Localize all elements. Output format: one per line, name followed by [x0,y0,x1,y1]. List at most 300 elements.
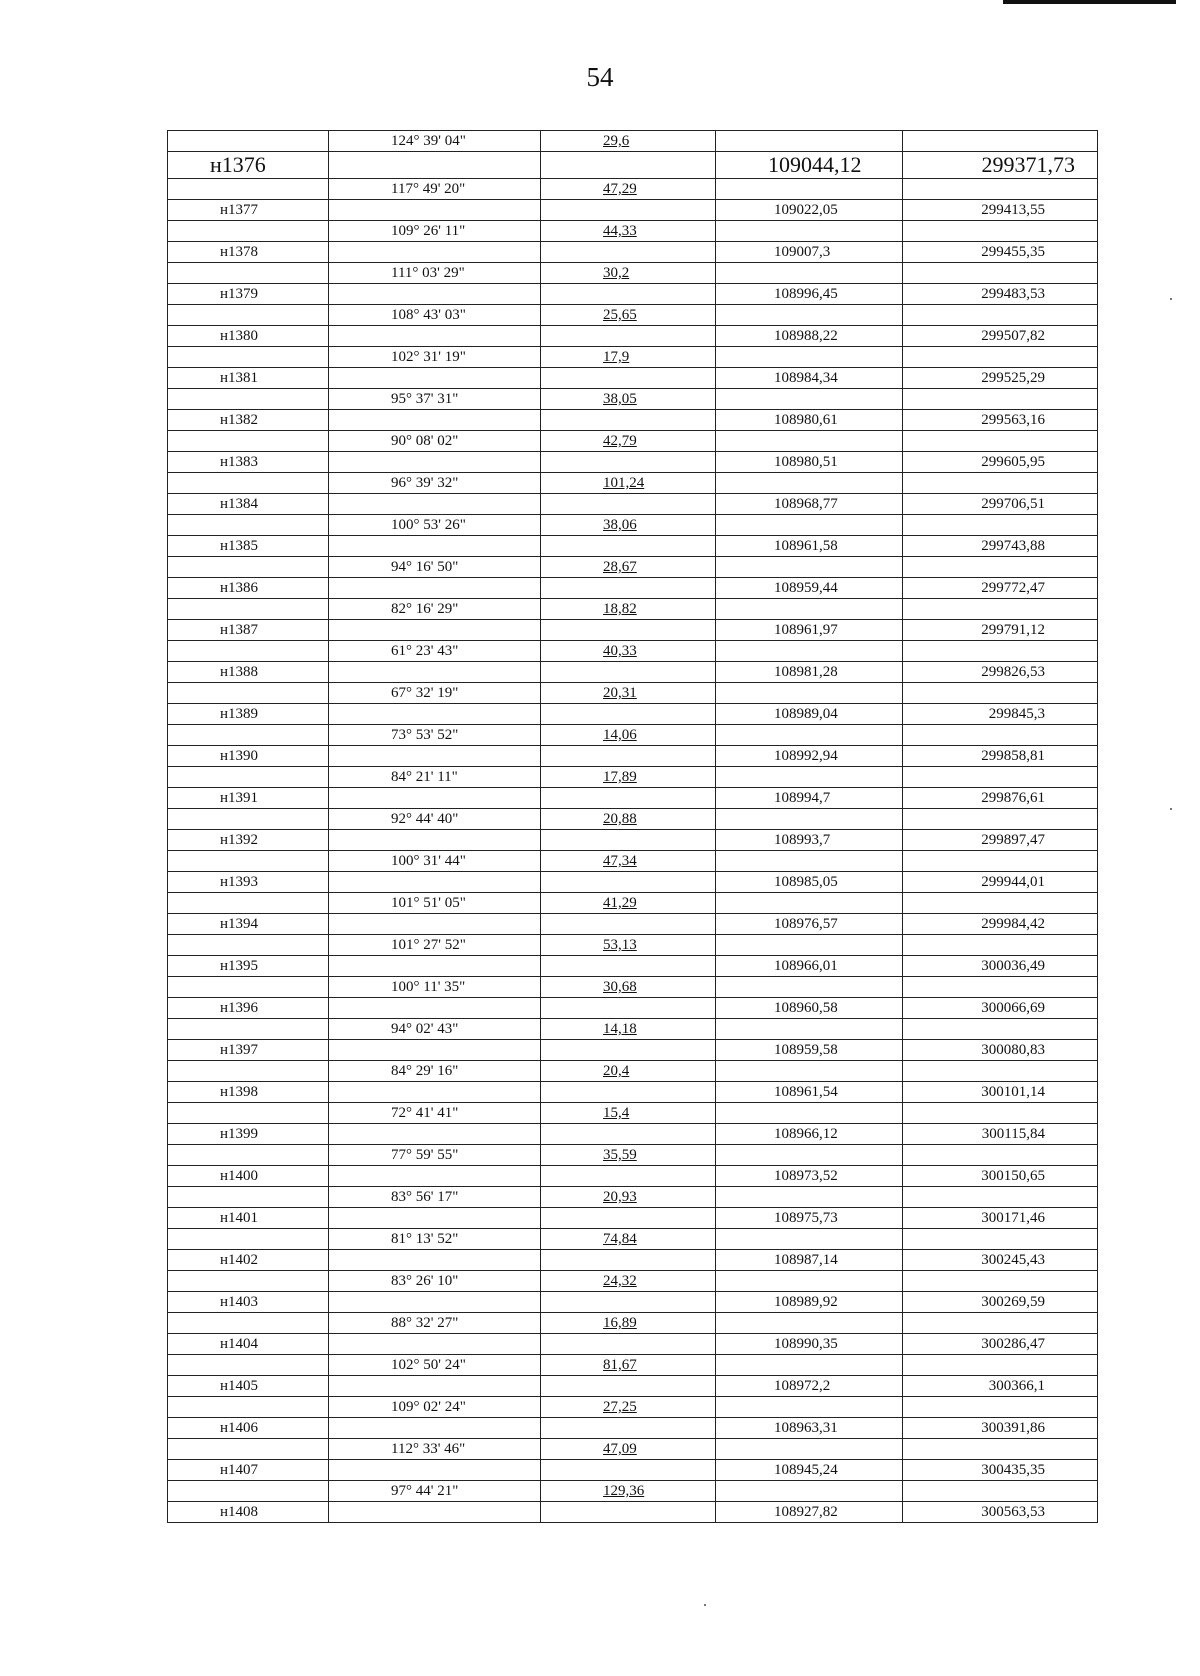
x-coordinate-cell: 108927,82 [716,1502,903,1523]
empty-cell [168,1481,329,1502]
angle-cell: 102° 31' 19" [329,347,541,368]
point-row [168,368,1098,389]
angle-cell: 109° 26' 11" [329,221,541,242]
empty-cell [541,1418,716,1439]
segment-row [168,431,1098,452]
point-name-cell: н1386 [168,578,329,599]
y-coordinate-cell: 299413,55 [903,200,1098,221]
empty-cell [903,1397,1098,1418]
angle-cell: 101° 27' 52" [329,935,541,956]
empty-cell [716,1229,903,1250]
page-number: 54 [586,62,614,92]
point-name-cell: н1405 [168,1376,329,1397]
y-coordinate-cell: 299605,95 [903,452,1098,473]
point-name-cell: н1399 [168,1124,329,1145]
y-coordinate-cell: 300366,1 [903,1376,1098,1397]
point-row [168,326,1098,347]
angle-cell: 94° 16' 50" [329,557,541,578]
empty-cell [329,830,541,851]
empty-cell [168,1355,329,1376]
empty-cell [903,305,1098,326]
angle-cell: 95° 37' 31" [329,389,541,410]
empty-cell [168,557,329,578]
x-coordinate-cell: 108972,2 [716,1376,903,1397]
empty-cell [329,1502,541,1523]
point-row [168,1208,1098,1229]
empty-cell [903,1271,1098,1292]
point-row [168,1040,1098,1061]
empty-cell [329,620,541,641]
y-coordinate-cell: 299507,82 [903,326,1098,347]
empty-cell [541,1334,716,1355]
y-coordinate-cell: 300171,46 [903,1208,1098,1229]
empty-cell [541,326,716,347]
distance-cell: 47,29 [541,179,716,200]
empty-cell [903,935,1098,956]
empty-cell [903,893,1098,914]
distance-cell: 47,09 [541,1439,716,1460]
y-coordinate-cell: 300391,86 [903,1418,1098,1439]
segment-row [168,1187,1098,1208]
point-name-cell: н1397 [168,1040,329,1061]
distance-cell: 20,88 [541,809,716,830]
x-coordinate-cell: 108994,7 [716,788,903,809]
empty-cell [329,1040,541,1061]
x-coordinate-cell: 108966,01 [716,956,903,977]
point-row [168,1124,1098,1145]
point-name-cell: н1378 [168,242,329,263]
empty-cell [329,914,541,935]
y-coordinate-cell: 299743,88 [903,536,1098,557]
empty-cell [716,389,903,410]
distance-cell: 40,33 [541,641,716,662]
y-coordinate-cell: 299984,42 [903,914,1098,935]
x-coordinate-cell: 108976,57 [716,914,903,935]
point-row [168,872,1098,893]
y-coordinate-cell: 299483,53 [903,284,1098,305]
point-name-cell: н1381 [168,368,329,389]
empty-cell [716,1145,903,1166]
empty-cell [716,221,903,242]
distance-cell: 35,59 [541,1145,716,1166]
x-coordinate-cell: 108990,35 [716,1334,903,1355]
empty-cell [716,977,903,998]
segment-row [168,893,1098,914]
segment-row [168,1229,1098,1250]
point-row [168,1292,1098,1313]
empty-cell [541,1292,716,1313]
x-coordinate-cell: 109007,3 [716,242,903,263]
empty-cell [541,284,716,305]
point-name-cell: н1407 [168,1460,329,1481]
point-row [168,242,1098,263]
distance-cell: 20,31 [541,683,716,704]
empty-cell [903,1061,1098,1082]
angle-cell: 97° 44' 21" [329,1481,541,1502]
empty-cell [903,431,1098,452]
empty-cell [329,1460,541,1481]
empty-cell [541,152,716,179]
empty-cell [903,851,1098,872]
segment-row [168,305,1098,326]
y-coordinate-cell: 299845,3 [903,704,1098,725]
x-coordinate-cell: 108996,45 [716,284,903,305]
empty-cell [168,431,329,452]
segment-row [168,131,1098,152]
point-name-cell: н1377 [168,200,329,221]
empty-cell [903,221,1098,242]
y-coordinate-cell: 300080,83 [903,1040,1098,1061]
empty-cell [168,1187,329,1208]
empty-cell [541,410,716,431]
empty-cell [541,620,716,641]
empty-cell [541,578,716,599]
segment-row [168,389,1098,410]
x-coordinate-cell: 108960,58 [716,998,903,1019]
empty-cell [716,851,903,872]
empty-cell [168,1439,329,1460]
empty-cell [903,1313,1098,1334]
distance-cell: 28,67 [541,557,716,578]
segment-row [168,1103,1098,1124]
empty-cell [329,1166,541,1187]
empty-cell [716,305,903,326]
empty-cell [716,767,903,788]
y-coordinate-cell: 300563,53 [903,1502,1098,1523]
empty-cell [541,494,716,515]
segment-row [168,1145,1098,1166]
y-coordinate-cell: 299371,73 [903,152,1098,179]
empty-cell [903,1103,1098,1124]
angle-cell: 90° 08' 02" [329,431,541,452]
segment-row [168,1061,1098,1082]
point-row [168,620,1098,641]
y-coordinate-cell: 299944,01 [903,872,1098,893]
distance-cell: 14,06 [541,725,716,746]
empty-cell [168,725,329,746]
empty-cell [716,1313,903,1334]
point-row [168,284,1098,305]
empty-cell [168,641,329,662]
empty-cell [903,599,1098,620]
empty-cell [716,1061,903,1082]
empty-cell [329,410,541,431]
empty-cell [716,599,903,620]
segment-row [168,515,1098,536]
segment-row [168,1481,1098,1502]
distance-cell: 38,05 [541,389,716,410]
x-coordinate-cell: 108959,58 [716,1040,903,1061]
distance-cell: 129,36 [541,1481,716,1502]
segment-row [168,473,1098,494]
point-row [168,788,1098,809]
point-name-cell: н1395 [168,956,329,977]
empty-cell [329,242,541,263]
x-coordinate-cell: 108961,58 [716,536,903,557]
segment-row [168,1439,1098,1460]
empty-cell [903,263,1098,284]
empty-cell [903,1355,1098,1376]
empty-cell [903,557,1098,578]
point-row [168,704,1098,725]
empty-cell [903,683,1098,704]
x-coordinate-cell: 108992,94 [716,746,903,767]
empty-cell [168,179,329,200]
point-row [168,494,1098,515]
empty-cell [329,662,541,683]
y-coordinate-cell: 300435,35 [903,1460,1098,1481]
x-coordinate-cell: 108980,61 [716,410,903,431]
distance-cell: 24,32 [541,1271,716,1292]
empty-cell [541,704,716,725]
empty-cell [903,131,1098,152]
empty-cell [716,935,903,956]
x-coordinate-cell: 108973,52 [716,1166,903,1187]
point-name-cell: н1402 [168,1250,329,1271]
x-coordinate-cell: 108968,77 [716,494,903,515]
corner-rule [1003,0,1176,4]
angle-cell: 81° 13' 52" [329,1229,541,1250]
segment-row [168,809,1098,830]
point-name-cell: н1393 [168,872,329,893]
distance-cell: 15,4 [541,1103,716,1124]
empty-cell [541,914,716,935]
empty-cell [168,599,329,620]
angle-cell: 100° 53' 26" [329,515,541,536]
empty-cell [541,1040,716,1061]
empty-cell [541,1124,716,1145]
segment-row [168,851,1098,872]
point-name-cell: н1380 [168,326,329,347]
distance-cell: 20,4 [541,1061,716,1082]
point-row [168,956,1098,977]
empty-cell [716,515,903,536]
empty-cell [903,1481,1098,1502]
empty-cell [541,1166,716,1187]
y-coordinate-cell: 300150,65 [903,1166,1098,1187]
segment-row [168,935,1098,956]
x-coordinate-cell: 108961,97 [716,620,903,641]
empty-cell [168,131,329,152]
distance-cell: 30,68 [541,977,716,998]
empty-cell [903,389,1098,410]
empty-cell [541,1502,716,1523]
angle-cell: 112° 33' 46" [329,1439,541,1460]
empty-cell [903,179,1098,200]
x-coordinate-cell: 108989,04 [716,704,903,725]
distance-cell: 44,33 [541,221,716,242]
x-coordinate-cell: 108966,12 [716,1124,903,1145]
empty-cell [541,746,716,767]
y-coordinate-cell: 299858,81 [903,746,1098,767]
empty-cell [541,1082,716,1103]
segment-row [168,557,1098,578]
segment-row [168,179,1098,200]
empty-cell [716,431,903,452]
point-name-cell: н1383 [168,452,329,473]
empty-cell [716,179,903,200]
segment-row [168,1355,1098,1376]
empty-cell [168,683,329,704]
x-coordinate-cell: 108975,73 [716,1208,903,1229]
empty-cell [541,1250,716,1271]
angle-cell: 72° 41' 41" [329,1103,541,1124]
angle-cell: 96° 39' 32" [329,473,541,494]
empty-cell [168,221,329,242]
empty-cell [541,242,716,263]
point-row [168,1334,1098,1355]
angle-cell: 84° 21' 11" [329,767,541,788]
y-coordinate-cell: 300036,49 [903,956,1098,977]
angle-cell: 83° 26' 10" [329,1271,541,1292]
angle-cell: 109° 02' 24" [329,1397,541,1418]
segment-row [168,221,1098,242]
empty-cell [329,704,541,725]
x-coordinate-cell: 108988,22 [716,326,903,347]
point-row [168,578,1098,599]
x-coordinate-cell: 108989,92 [716,1292,903,1313]
segment-row [168,263,1098,284]
distance-cell: 74,84 [541,1229,716,1250]
empty-cell [903,1187,1098,1208]
empty-cell [168,305,329,326]
point-name-cell: н1379 [168,284,329,305]
point-name-cell: н1389 [168,704,329,725]
point-name-cell: н1400 [168,1166,329,1187]
x-coordinate-cell: 108980,51 [716,452,903,473]
empty-cell [903,1019,1098,1040]
distance-cell: 14,18 [541,1019,716,1040]
empty-cell [168,767,329,788]
empty-cell [541,998,716,1019]
empty-cell [329,1376,541,1397]
empty-cell [168,1145,329,1166]
y-coordinate-cell: 300101,14 [903,1082,1098,1103]
point-name-cell: н1404 [168,1334,329,1355]
distance-cell: 17,9 [541,347,716,368]
empty-cell [329,998,541,1019]
empty-cell [329,152,541,179]
point-row [168,1376,1098,1397]
point-row [168,152,1098,179]
x-coordinate-cell: 108984,34 [716,368,903,389]
segment-row [168,1019,1098,1040]
empty-cell [903,473,1098,494]
empty-cell [541,956,716,977]
empty-cell [168,263,329,284]
empty-cell [716,893,903,914]
point-name-cell: н1384 [168,494,329,515]
distance-cell: 38,06 [541,515,716,536]
point-row [168,410,1098,431]
empty-cell [903,725,1098,746]
point-name-cell: н1376 [168,152,329,179]
empty-cell [541,830,716,851]
empty-cell [168,935,329,956]
empty-cell [329,872,541,893]
empty-cell [329,368,541,389]
segment-row [168,1397,1098,1418]
empty-cell [168,1397,329,1418]
point-name-cell: н1408 [168,1502,329,1523]
angle-cell: 88° 32' 27" [329,1313,541,1334]
empty-cell [541,662,716,683]
empty-cell [329,536,541,557]
angle-cell: 102° 50' 24" [329,1355,541,1376]
distance-cell: 41,29 [541,893,716,914]
y-coordinate-cell: 299791,12 [903,620,1098,641]
empty-cell [168,1313,329,1334]
empty-cell [903,1439,1098,1460]
distance-cell: 81,67 [541,1355,716,1376]
empty-cell [716,557,903,578]
segment-row [168,1271,1098,1292]
x-coordinate-cell: 108963,31 [716,1418,903,1439]
distance-cell: 42,79 [541,431,716,452]
angle-cell: 84° 29' 16" [329,1061,541,1082]
empty-cell [329,452,541,473]
empty-cell [329,1334,541,1355]
empty-cell [716,1397,903,1418]
distance-cell: 25,65 [541,305,716,326]
empty-cell [716,725,903,746]
empty-cell [716,1103,903,1124]
point-row [168,998,1098,1019]
y-coordinate-cell: 300066,69 [903,998,1098,1019]
empty-cell [541,1460,716,1481]
empty-cell [329,1082,541,1103]
segment-row [168,347,1098,368]
empty-cell [716,1481,903,1502]
empty-cell [168,1271,329,1292]
point-name-cell: н1392 [168,830,329,851]
angle-cell: 124° 39' 04" [329,131,541,152]
point-name-cell: н1396 [168,998,329,1019]
empty-cell [903,641,1098,662]
y-coordinate-cell: 299563,16 [903,410,1098,431]
angle-cell: 61° 23' 43" [329,641,541,662]
angle-cell: 100° 31' 44" [329,851,541,872]
empty-cell [716,1439,903,1460]
segment-row [168,641,1098,662]
empty-cell [903,1229,1098,1250]
point-row [168,1418,1098,1439]
empty-cell [168,347,329,368]
segment-row [168,725,1098,746]
point-name-cell: н1398 [168,1082,329,1103]
distance-cell: 17,89 [541,767,716,788]
angle-cell: 101° 51' 05" [329,893,541,914]
empty-cell [329,1292,541,1313]
empty-cell [541,1376,716,1397]
empty-cell [716,683,903,704]
point-row [168,452,1098,473]
x-coordinate-cell: 108945,24 [716,1460,903,1481]
y-coordinate-cell: 299897,47 [903,830,1098,851]
point-name-cell: н1382 [168,410,329,431]
y-coordinate-cell: 299455,35 [903,242,1098,263]
segment-row [168,1313,1098,1334]
empty-cell [168,473,329,494]
point-row [168,200,1098,221]
point-name-cell: н1387 [168,620,329,641]
point-row [168,1460,1098,1481]
point-row [168,1502,1098,1523]
empty-cell [541,872,716,893]
point-name-cell: н1401 [168,1208,329,1229]
point-name-cell: н1388 [168,662,329,683]
point-name-cell: н1385 [168,536,329,557]
